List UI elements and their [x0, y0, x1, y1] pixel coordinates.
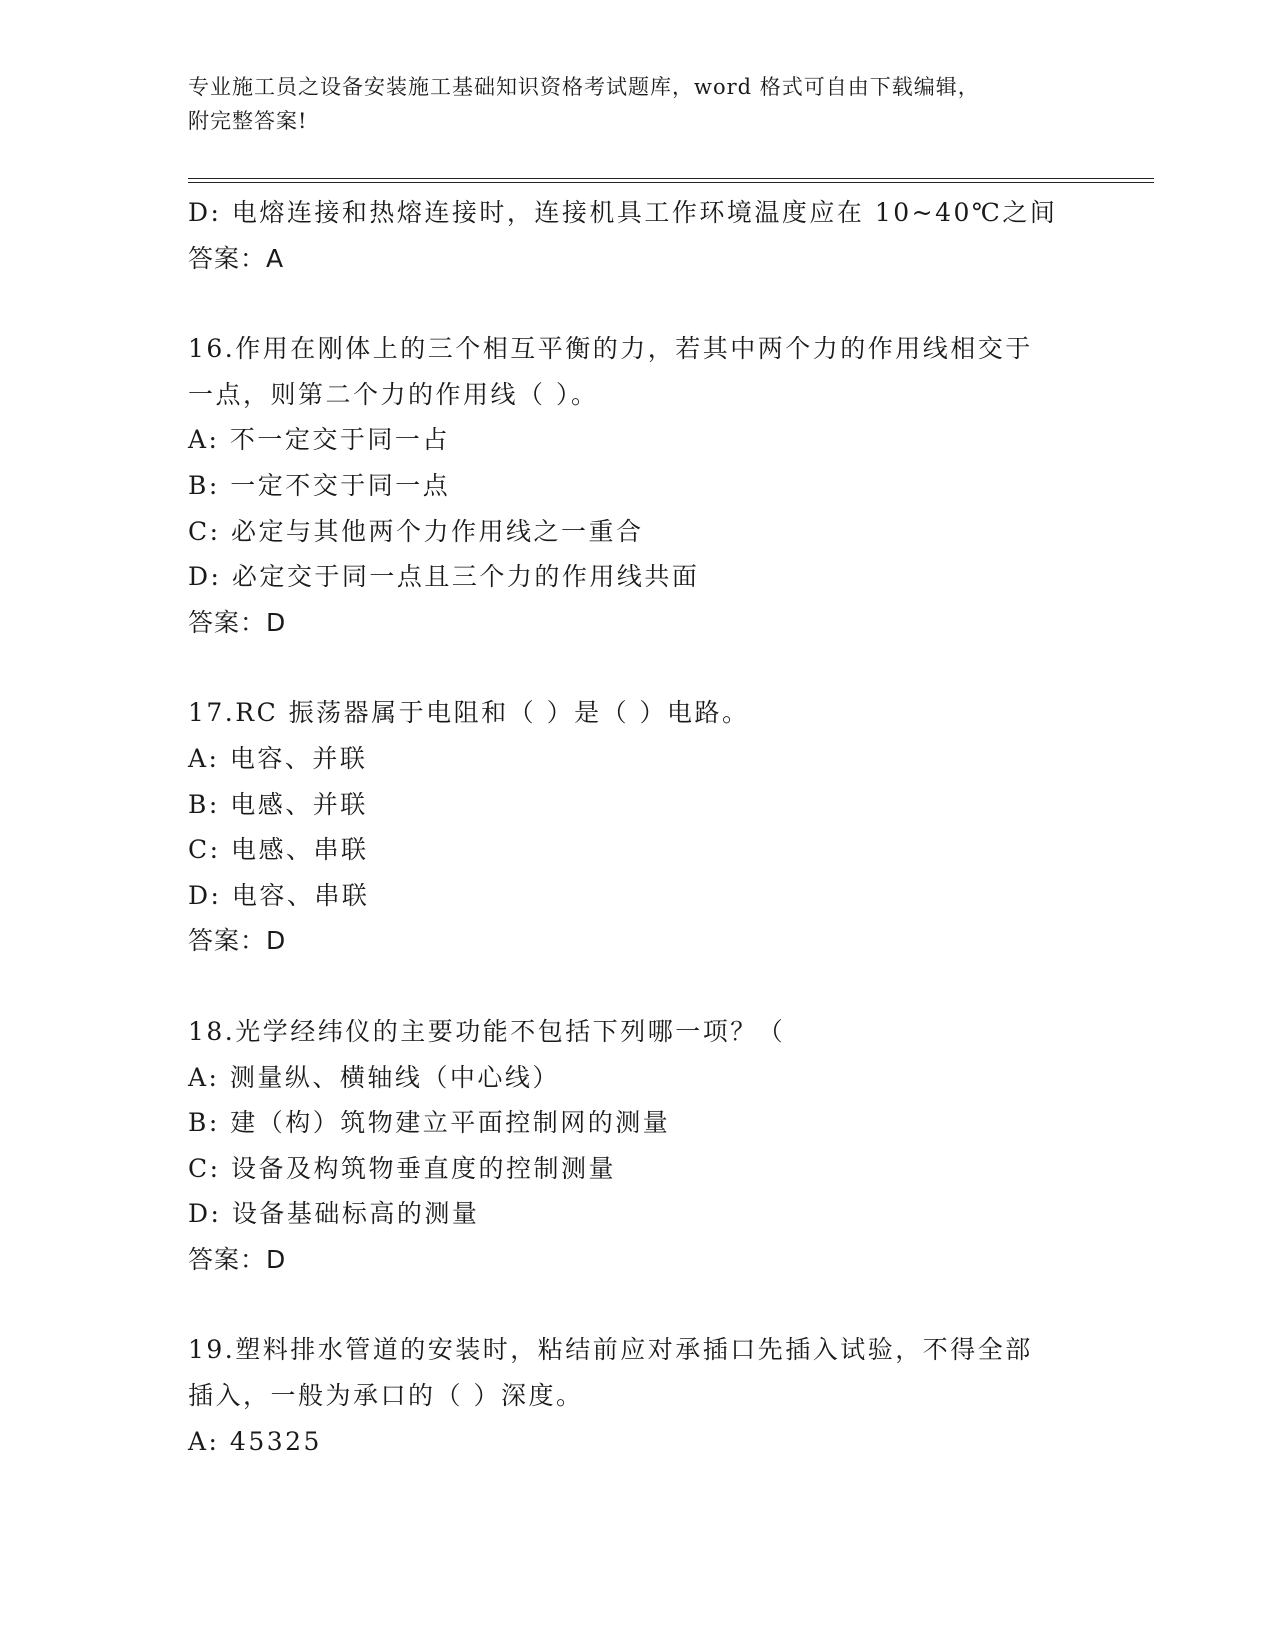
header-divider-bottom [188, 182, 1154, 183]
option-c: C: 电感、串联 [188, 835, 369, 865]
option-b: B: 电感、并联 [188, 789, 368, 819]
option-a: A: 电容、并联 [188, 743, 368, 773]
option-d: D: 电熔连接和热熔连接时，连接机具工作环境温度应在 10~40℃之间 [188, 198, 1058, 227]
option-a: A: 不一定交于同一占 [188, 425, 450, 455]
question-text-line-1: 19.塑料排水管道的安装时，粘结前应对承插口先插入试验，不得全部 [188, 1335, 1033, 1365]
answer: 答案：D [188, 607, 287, 637]
option-a: A: 45325 [188, 1426, 322, 1456]
answer: 答案：A [188, 243, 285, 273]
option-a: A: 测量纵、横轴线（中心线） [188, 1062, 560, 1092]
question-text-line-2: 一点，则第二个力的作用线（ ）。 [188, 379, 599, 409]
question-text-line-1: 16.作用在刚体上的三个相互平衡的力，若其中两个力的作用线相交于 [188, 334, 1033, 364]
question-text-line-1: 17.RC 振荡器属于电阻和（ ）是（ ）电路。 [188, 698, 750, 728]
answer: 答案：D [188, 1244, 287, 1274]
option-b: B: 建（构）筑物建立平面控制网的测量 [188, 1108, 671, 1138]
option-b: B: 一定不交于同一点 [188, 470, 451, 500]
header-line-1: 专业施工员之设备安装施工基础知识资格考试题库，word 格式可自由下载编辑， [188, 75, 980, 99]
option-d: D: 设备基础标高的测量 [188, 1199, 480, 1229]
question-text-line-2: 插入，一般为承口的（ ）深度。 [188, 1381, 584, 1411]
option-c: C: 必定与其他两个力作用线之一重合 [188, 516, 644, 546]
header-line-2: 附完整答案! [188, 109, 308, 133]
question-19 [188, 1327, 1108, 1464]
question-16 [188, 326, 1108, 645]
header-divider-top [188, 178, 1154, 179]
option-d: D: 必定交于同一点且三个力的作用线共面 [188, 562, 700, 592]
question-18 [188, 1009, 1108, 1283]
question-list [188, 190, 1108, 1464]
question-15-tail [188, 190, 1108, 281]
answer: 答案：D [188, 926, 287, 956]
option-d: D: 电容、串联 [188, 880, 370, 910]
document-header [188, 70, 1088, 138]
option-c: C: 设备及构筑物垂直度的控制测量 [188, 1153, 616, 1183]
question-17 [188, 690, 1108, 964]
question-text-line-1: 18.光学经纬仪的主要功能不包括下列哪一项？（ [188, 1016, 786, 1046]
